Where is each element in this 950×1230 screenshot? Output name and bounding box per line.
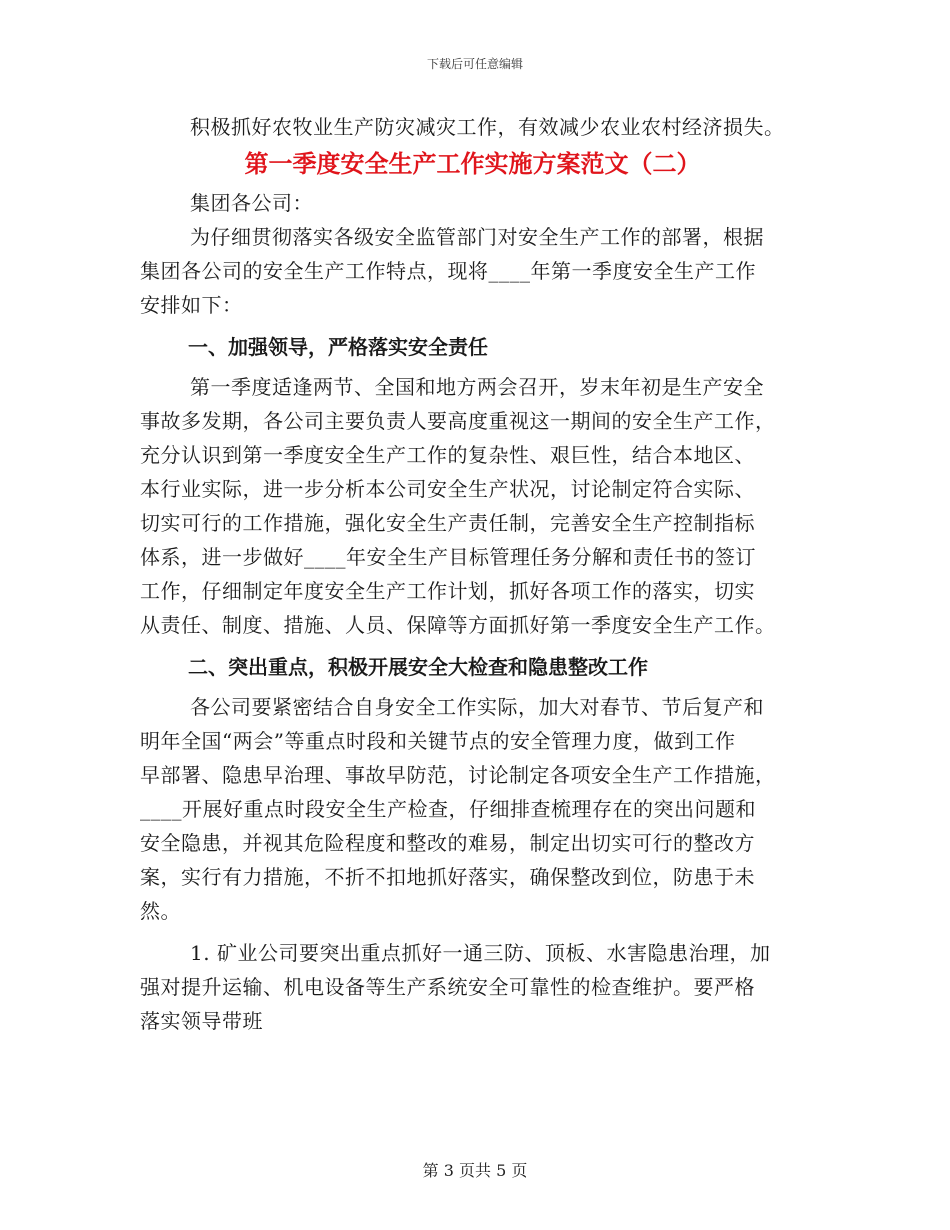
text-line: 然。 bbox=[140, 899, 181, 923]
text-line: 各公司要紧密结合自身安全工作实际，加大对春节、节后复产和 bbox=[190, 695, 764, 719]
paragraph-gap bbox=[140, 928, 805, 936]
text-line: 案，实行有力措施，不折不扣地抓好落实，确保整改到位，防患于未 bbox=[140, 865, 755, 889]
text-line: 事故多发期，各公司主要负责人要高度重视这一期间的安全生产工作， bbox=[140, 409, 776, 433]
text-line: 本行业实际，进一步分析本公司安全生产状况，讨论制定符合实际、 bbox=[140, 477, 755, 501]
text-line: 明年全国“两会”等重点时段和关键节点的安全管理力度，做到工作 bbox=[140, 729, 736, 753]
text-line: 安全隐患，并视其危险程度和整改的难易，制定出切实可行的整改方 bbox=[140, 831, 755, 855]
text-line: 体系，进一步做好____年安全生产目标管理任务分解和责任书的签订 bbox=[140, 545, 756, 569]
text-line: 早部署、隐患早治理、事故早防范，讨论制定各项安全生产工作措施， bbox=[140, 763, 776, 787]
text-line: 充分认识到第一季度安全生产工作的复杂性、艰巨性，结合本地区、 bbox=[140, 443, 755, 467]
text-line: 1. 矿业公司要突出重点抓好一通三防、顶板、水害隐患治理，加 bbox=[190, 941, 771, 965]
text-line: 强对提升运输、机电设备等生产系统安全可靠性的检查维护。要严格 bbox=[140, 975, 755, 999]
text-line: 工作，仔细制定年度安全生产工作计划，抓好各项工作的落实，切实 bbox=[140, 579, 755, 603]
paragraph-1 bbox=[140, 370, 805, 642]
top-line: 积极抓好农牧业生产防灾减灾工作，有效减少农业农村经济损失。 bbox=[190, 115, 785, 139]
text-line: 切实可行的工作措施，强化安全生产责任制，完善安全生产控制指标 bbox=[140, 511, 755, 535]
section-heading-2: 二、突出重点，积极开展安全大检查和隐患整改工作 bbox=[188, 655, 648, 679]
text-line: 集团各公司的安全生产工作特点，现将____年第一季度安全生产工作 bbox=[140, 259, 756, 283]
text-line: ____开展好重点时段安全生产检查，仔细排查梳理存在的突出问题和 bbox=[140, 797, 756, 821]
paragraph-2 bbox=[140, 690, 805, 928]
text-line: 从责任、制度、措施、人员、保障等方面抓好第一季度安全生产工作。 bbox=[140, 613, 776, 637]
intro-paragraph bbox=[140, 220, 805, 322]
document-title: 第一季度安全生产工作实施方案范文（二） bbox=[244, 149, 701, 178]
text-line: 安排如下： bbox=[140, 293, 243, 317]
section-heading-1: 一、加强领导，严格落实安全责任 bbox=[188, 335, 488, 359]
salutation: 集团各公司： bbox=[190, 191, 313, 215]
page-footer: 第 3 页共 5 页 bbox=[422, 1161, 528, 1180]
text-line: 第一季度适逢两节、全国和地方两会召开，岁末年初是生产安全 bbox=[190, 375, 764, 399]
text-line: 落实领导带班 bbox=[140, 1009, 263, 1033]
document-body bbox=[140, 110, 805, 1038]
page-header: 下载后可任意编辑 bbox=[426, 57, 523, 71]
paragraph-3 bbox=[140, 936, 805, 1038]
text-line: 为仔细贯彻落实各级安全监管部门对安全生产工作的部署，根据 bbox=[190, 225, 764, 249]
